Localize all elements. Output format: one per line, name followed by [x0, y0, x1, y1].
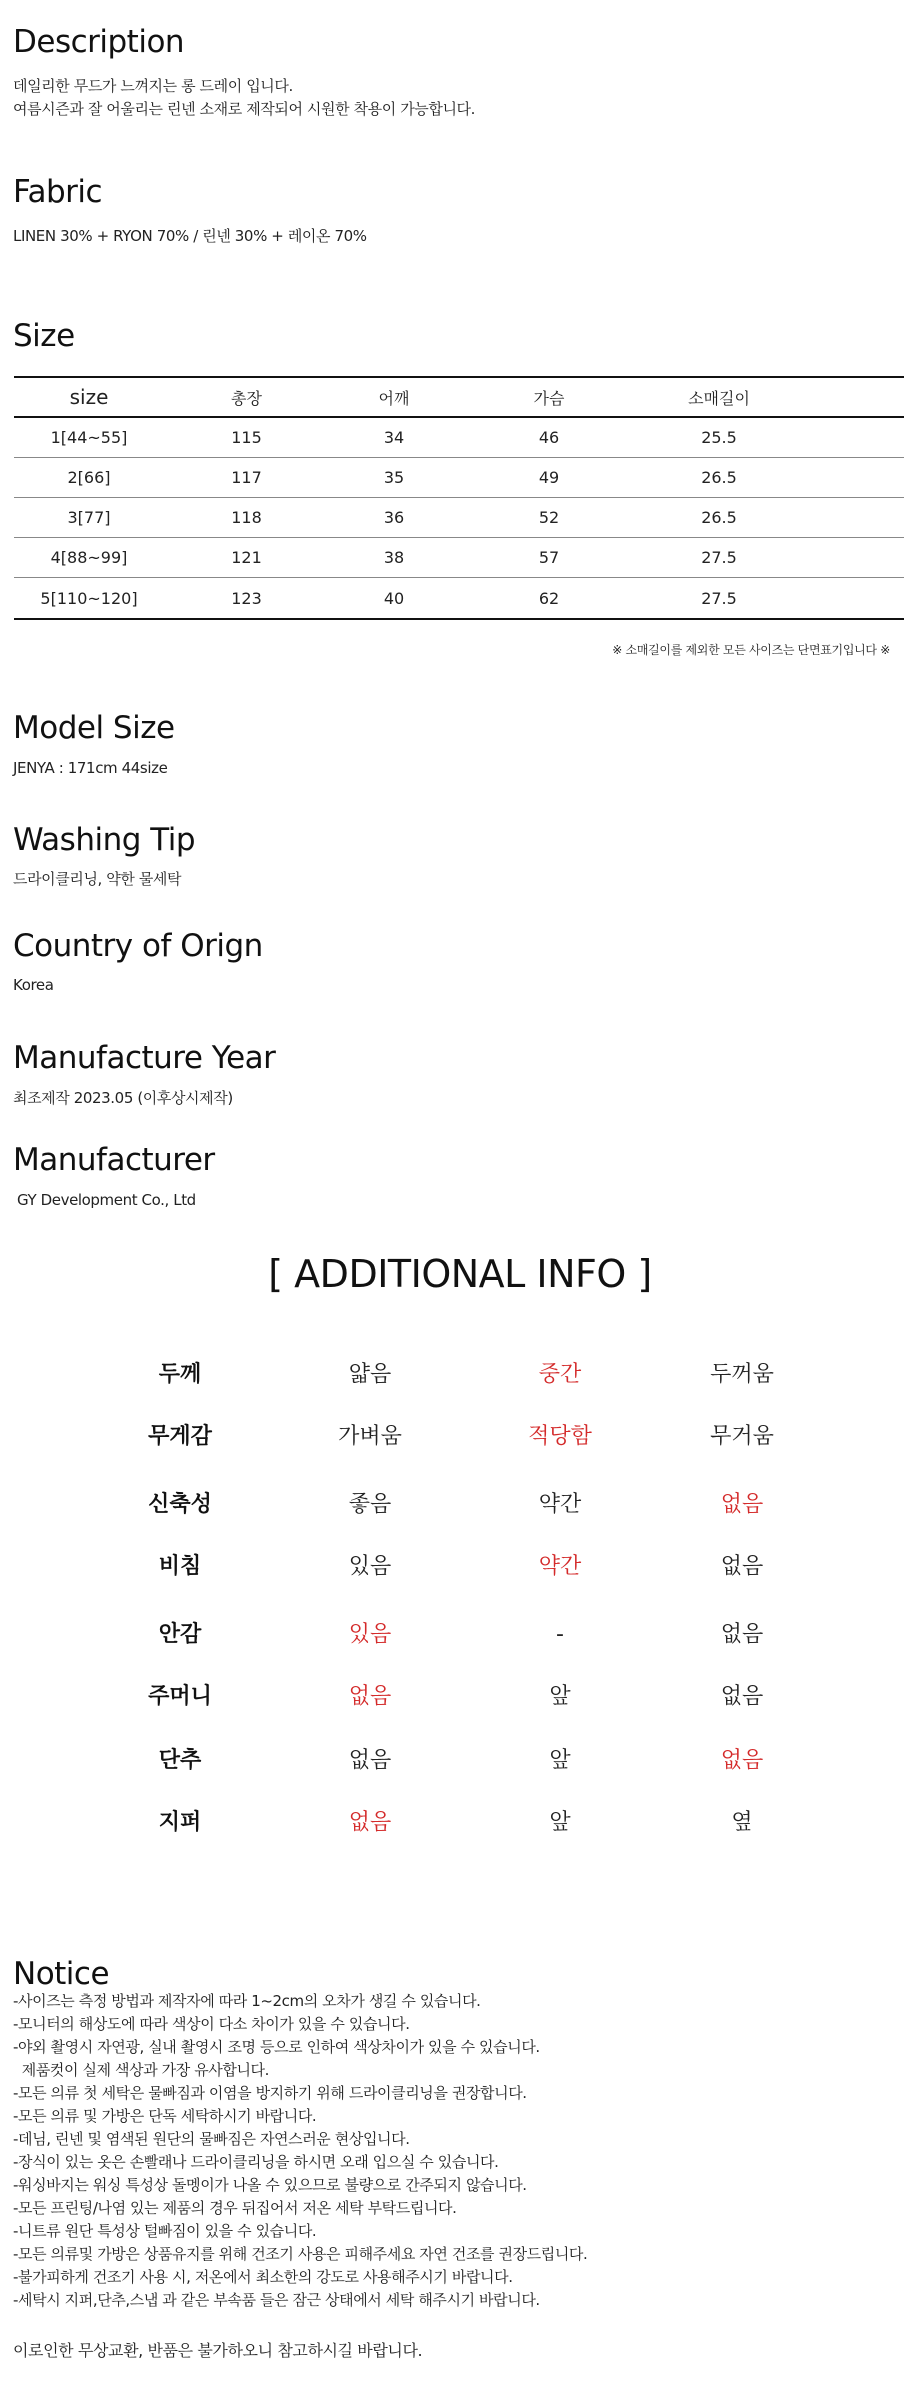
notice-line: -모니터의 해상도에 따라 색상이 다소 차이가 있을 수 있습니다. [13, 2015, 410, 2033]
size-cell: 26.5 [701, 508, 737, 527]
size-title: Size [13, 318, 75, 354]
size-cell: 5[110~120] [40, 588, 138, 608]
info-option: 좋음 [348, 1492, 392, 1517]
size-cell: 121 [231, 548, 262, 567]
info-option-selected: 없음 [348, 1810, 392, 1835]
size-cell: 3[77] [67, 508, 111, 527]
size-cell: 115 [231, 428, 262, 447]
size-cell: 123 [231, 588, 262, 608]
description-line-1: 데일리한 무드가 느껴지는 롱 드레이 입니다. [13, 77, 293, 95]
notice-line: -모든 의류 및 가방은 단독 세탁하시기 바랍니다. [13, 2107, 317, 2125]
size-table-header [14, 378, 904, 418]
notice-line: -모든 의류및 가방은 상품유지를 위해 건조기 사용은 피해주세요 자연 건조를 권장드립니다. [13, 2245, 588, 2263]
size-cell: 35 [383, 468, 405, 487]
info-row [0, 1615, 920, 1655]
washing-tip-text: 드라이클리닝, 약한 물세탁 [13, 870, 182, 888]
info-option-selected: 적당함 [528, 1424, 592, 1449]
info-row [0, 1803, 920, 1843]
size-cell: 62 [538, 588, 560, 608]
size-cell: 26.5 [701, 468, 737, 487]
size-cell: 1[44~55] [50, 428, 128, 447]
info-row [0, 1677, 920, 1717]
description-title: Description [13, 24, 185, 60]
notice-line: -야외 촬영시 자연광, 실내 촬영시 조명 등으로 인하여 색상차이가 있을 수 있습니다. [13, 2038, 540, 2056]
model-size-title: Model Size [13, 710, 175, 746]
size-header-length: 총장 [231, 388, 262, 408]
table-row [14, 418, 904, 458]
info-option-selected: 있음 [348, 1622, 392, 1647]
notice-line: -불가피하게 건조기 사용 시, 저온에서 최소한의 강도로 사용해주시기 바랍니다. [13, 2268, 513, 2286]
info-row [0, 1417, 920, 1457]
info-label: 단추 [158, 1748, 202, 1773]
manufacturer-title: Manufacturer [13, 1142, 215, 1178]
fabric-title: Fabric [13, 174, 103, 210]
info-option: 없음 [720, 1622, 764, 1647]
size-cell: 40 [383, 588, 405, 608]
size-cell: 27.5 [701, 548, 737, 567]
info-option: 약간 [538, 1492, 582, 1517]
info-option: 가벼움 [338, 1424, 402, 1449]
country-title: Country of Orign [13, 928, 263, 964]
info-option: 옆 [731, 1810, 753, 1835]
size-table [14, 376, 904, 620]
table-row [14, 498, 904, 538]
additional-info-title: [ ADDITIONAL INFO ] [268, 1252, 652, 1296]
size-cell: 4[88~99] [50, 548, 128, 567]
description-line-2: 여름시즌과 잘 어울리는 린넨 소재로 제작되어 시원한 착용이 가능합니다. [13, 100, 476, 118]
table-row [14, 458, 904, 498]
info-option: 앞 [549, 1810, 571, 1835]
size-header-size: size [69, 385, 109, 409]
info-option-selected: 없음 [348, 1684, 392, 1709]
notice-line: -모든 프린팅/나염 있는 제품의 경우 뒤집어서 저온 세탁 부탁드립니다. [13, 2199, 457, 2217]
size-cell: 118 [231, 508, 262, 527]
notice-line: -세탁시 지퍼,단추,스냅 과 같은 부속품 들은 잠근 상태에서 세탁 해주시기 바랍니다. [13, 2291, 540, 2309]
info-label: 지퍼 [158, 1810, 202, 1835]
info-label: 두께 [158, 1362, 202, 1387]
size-cell: 34 [383, 428, 405, 447]
notice-line: -모든 의류 첫 세탁은 물빠짐과 이염을 방지하기 위해 드라이클리닝을 권장합니다. [13, 2084, 527, 2102]
size-cell: 27.5 [701, 588, 737, 608]
manufacture-year-text: 최조제작 2023.05 (이후상시제작) [13, 1089, 233, 1107]
info-option: - [556, 1622, 564, 1647]
size-cell: 49 [538, 468, 560, 487]
table-row [14, 578, 904, 618]
size-cell: 117 [231, 468, 262, 487]
size-cell: 38 [383, 548, 405, 567]
info-option-selected: 약간 [538, 1554, 582, 1579]
info-row [0, 1355, 920, 1395]
notice-line: -니트류 원단 특성상 털빠짐이 있을 수 있습니다. [13, 2222, 317, 2240]
size-cell: 2[66] [67, 468, 111, 487]
notice-line: -사이즈는 측정 방법과 제작자에 따라 1~2cm의 오차가 생길 수 있습니다. [13, 1992, 481, 2010]
info-option: 없음 [720, 1554, 764, 1579]
info-option: 있음 [348, 1554, 392, 1579]
size-note: ※ 소매길이를 제외한 모든 사이즈는 단면표기입니다 ※ [612, 643, 890, 657]
country-text: Korea [13, 976, 54, 994]
notice-line: -장식이 있는 옷은 손빨래나 드라이클리닝을 하시면 오래 입으실 수 있습니다. [13, 2153, 499, 2171]
info-option: 없음 [348, 1748, 392, 1773]
size-header-shoulder: 어깨 [378, 388, 410, 408]
info-option: 앞 [549, 1684, 571, 1709]
info-option: 무거움 [710, 1424, 774, 1449]
notice-line: -워싱바지는 워싱 특성상 돌멩이가 나올 수 있으므로 불량으로 간주되지 않습니다. [13, 2176, 527, 2194]
size-header-sleeve: 소매길이 [688, 388, 750, 408]
washing-tip-title: Washing Tip [13, 822, 196, 858]
info-label: 안감 [158, 1622, 202, 1647]
info-label: 신축성 [148, 1492, 212, 1517]
size-header-chest: 가슴 [533, 388, 565, 408]
info-row [0, 1547, 920, 1587]
size-cell: 57 [538, 548, 560, 567]
info-label: 주머니 [148, 1684, 212, 1709]
size-cell: 25.5 [701, 428, 737, 447]
notice-line: 제품컷이 실제 색상과 가장 유사합니다. [13, 2061, 270, 2079]
info-row [0, 1485, 920, 1525]
manufacture-year-title: Manufacture Year [13, 1040, 276, 1076]
info-label: 비침 [158, 1554, 202, 1579]
info-option-selected: 중간 [538, 1362, 582, 1387]
model-size-text: JENYA : 171cm 44size [13, 759, 168, 777]
size-cell: 52 [538, 508, 560, 527]
info-option-selected: 없음 [720, 1492, 764, 1517]
table-row [14, 538, 904, 578]
info-option: 앞 [549, 1748, 571, 1773]
info-option: 얇음 [348, 1362, 392, 1387]
size-cell: 36 [383, 508, 405, 527]
fabric-text: LINEN 30% + RYON 70% / 린넨 30% + 레이온 70% [13, 227, 367, 245]
size-cell: 46 [538, 428, 560, 447]
manufacturer-text: GY Development Co., Ltd [17, 1191, 196, 1209]
notice-title: Notice [13, 1956, 110, 1992]
info-option-selected: 없음 [720, 1748, 764, 1773]
notice-line: -데님, 린넨 및 염색된 원단의 물빠짐은 자연스러운 현상입니다. [13, 2130, 410, 2148]
info-row [0, 1741, 920, 1781]
info-option: 없음 [720, 1684, 764, 1709]
notice-footer: 이로인한 무상교환, 반품은 불가하오니 참고하시길 바랍니다. [13, 2341, 423, 2360]
info-option: 두꺼움 [710, 1362, 774, 1387]
info-label: 무게감 [148, 1424, 212, 1449]
notice-list [13, 1990, 587, 2312]
